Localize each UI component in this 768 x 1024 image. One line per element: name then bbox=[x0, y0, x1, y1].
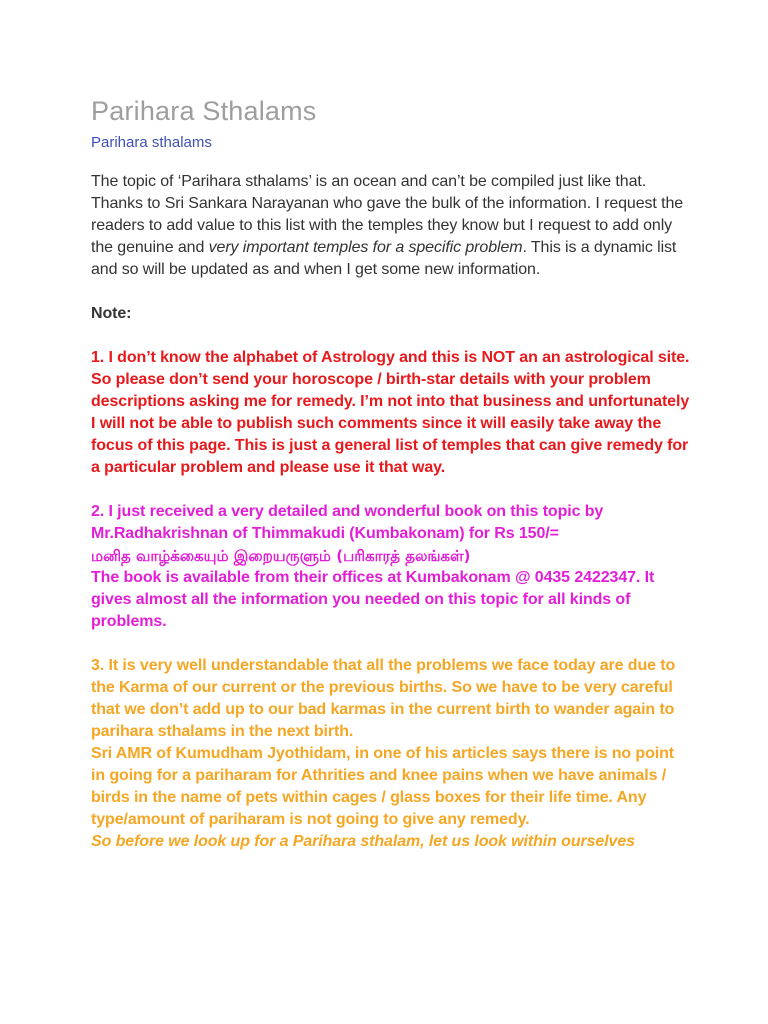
note-3-block bbox=[91, 655, 691, 853]
page-subtitle: Parihara sthalams bbox=[91, 134, 212, 151]
note-3-para1: 3. It is very well understandable that all the problems we face today are due to the Karma of our current or the previous births. So we have to be very careful that we don’t add up to our bad karmas in the current birth to wander again to parihara sthalams in the next birth. bbox=[91, 657, 676, 740]
note-2-line2: The book is available from their offices at Kumbakonam @ 0435 2422347. It gives almost all the information you needed on this topic for all kinds of problems. bbox=[91, 569, 655, 630]
note-heading: Note: bbox=[91, 305, 132, 322]
intro-paragraph bbox=[91, 171, 691, 281]
document-content bbox=[91, 95, 691, 853]
intro-text-part1: The topic of ‘Parihara sthalams’ is an ocean and can’t be compiled just like that. Thanks to Sri Sankara Narayanan who gave the bulk of the information. I request the readers to add value to this list with the temples they know but I request to add only the genuine and bbox=[91, 173, 684, 256]
note-3-para3-text: So before we look up for a Parihara sthalam, let us look within ourselves bbox=[91, 833, 635, 850]
note-2-tamil-title: மனித வாழ்க்கையும் இறையருளும் (பரிகாரத் தலங்கள்) bbox=[91, 547, 471, 565]
note-1-paragraph: 1. I don’t know the alphabet of Astrology and this is NOT an an astrological site. So please don’t send your horoscope / birth-star details with your problem descriptions asking me for remedy. I’m not into that business and unfortunately I will not be able to publish such comments since it will easily take away the focus of this page. This is just a general list of temples that can give remedy for a particular problem and please use it that way. bbox=[91, 349, 690, 476]
note-3-para3 bbox=[91, 831, 691, 853]
intro-emphasis: very important temples for a specific problem bbox=[208, 239, 523, 256]
note-3-para2: Sri AMR of Kumudham Jyothidam, in one of his articles says there is no point in going for a pariharam for Athrities and knee pains when we have animals / birds in the name of pets within cages / glass boxes for their life time. Any type/amount of pariharam is not going to give any remedy. bbox=[91, 745, 675, 828]
note-2-line1: 2. I just received a very detailed and wonderful book on this topic by Mr.Radhakrishnan of Thimmakudi (Kumbakonam) for Rs 150/= bbox=[91, 503, 604, 542]
note-2-block bbox=[91, 501, 691, 633]
intro-text-part2: . This is a dynamic list and so will be updated as and when I get some new information. bbox=[91, 239, 677, 278]
page-title: Parihara Sthalams bbox=[91, 96, 317, 126]
